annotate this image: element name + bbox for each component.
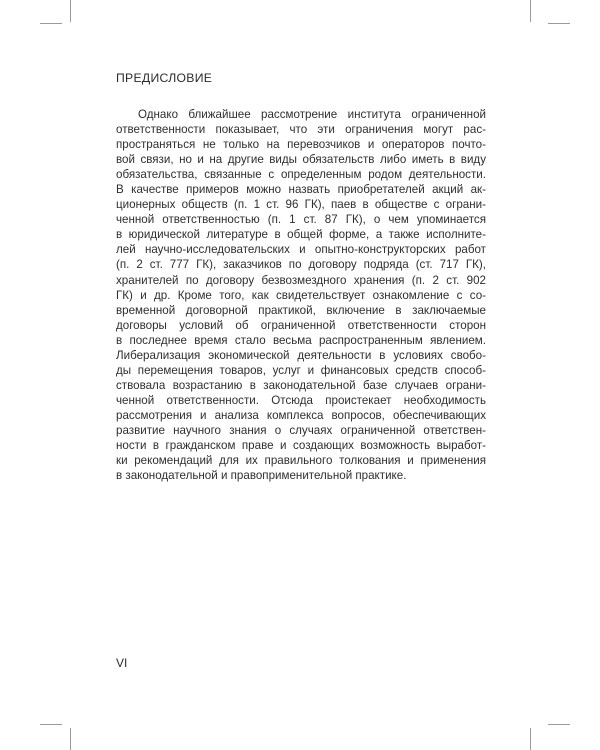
crop-mark-top-right-vertical [530, 0, 531, 22]
paragraph-line: договоры условий об ограниченной ответственности сторон [116, 318, 486, 332]
paragraph-line: в последнее время стало весьма распространенным явлением. [116, 333, 486, 347]
paragraph-line: лей научно-исследовательских и опытно-конструкторских работ [116, 243, 486, 257]
paragraph-line: В качестве примеров можно назвать приобретателей акций ак- [116, 183, 486, 197]
paragraph-line: рассмотрения и анализа комплекса вопросов, обеспечивающих [116, 408, 486, 422]
running-head: ПРЕДИСЛОВИЕ [116, 71, 213, 85]
crop-mark-top-left-vertical [70, 0, 71, 22]
page-number: VI [116, 656, 128, 670]
paragraph-line: развитие научного знания о случаях ограниченной ответствен- [116, 423, 486, 437]
body-paragraph [116, 107, 486, 483]
crop-mark-bottom-right-horizontal [548, 724, 570, 725]
paragraph-line: ГК) и др. Кроме того, как свидетельствует ознакомление с со- [116, 288, 486, 302]
paragraph-line: ответственности показывает, что эти ограничения могут рас- [116, 123, 486, 137]
crop-mark-bottom-left-horizontal [40, 724, 62, 725]
paragraph-line: ды перемещения товаров, услуг и финансовых средств способ- [116, 363, 486, 377]
paragraph-line: в законодательной и правоприменительной практике. [116, 469, 407, 483]
paragraph-line: ционерных обществ (п. 1 ст. 96 ГК), паев в обществе с ограни- [116, 198, 486, 212]
paragraph-line: ствовала возрастанию в законодательной базе случаев ограни- [116, 378, 486, 392]
crop-mark-top-left-horizontal [40, 23, 62, 24]
crop-mark-top-right-horizontal [548, 23, 570, 24]
paragraph-line: ченной ответственности. Отсюда проистекает необходимость [116, 393, 486, 407]
paragraph-line: временной договорной практикой, включение в заключаемые [116, 303, 486, 317]
crop-mark-bottom-left-vertical [70, 728, 71, 750]
paragraph-line: Либерализация экономической деятельности в условиях свобо- [116, 348, 486, 362]
paragraph-line: хранителей по договору безвозмездного хранения (п. 2 ст. 902 [116, 273, 486, 287]
paragraph-line: Однако ближайшее рассмотрение института ограниченной [138, 108, 486, 121]
paragraph-line: в юридической литературе в общей форме, а также исполните- [116, 228, 486, 242]
paragraph-line: вой связи, но и на другие виды обязательств либо иметь в виду [116, 153, 486, 167]
paragraph-line: ности в гражданском праве и создающих возможность выработ- [116, 439, 486, 453]
crop-mark-bottom-right-vertical [530, 728, 531, 750]
paragraph-line: (п. 2 ст. 777 ГК), заказчиков по договору подряда (ст. 717 ГК), [116, 258, 486, 272]
paragraph-line: ченной ответственностью (п. 1 ст. 87 ГК), о чем упоминается [116, 213, 486, 227]
paragraph-line: пространяться не только на перевозчиков и операторов почто- [116, 138, 486, 152]
paragraph-line: ки рекомендаций для их правильного толкования и применения [116, 454, 486, 468]
paragraph-line: обязательства, связанные с определенным родом деятельности. [116, 168, 486, 182]
